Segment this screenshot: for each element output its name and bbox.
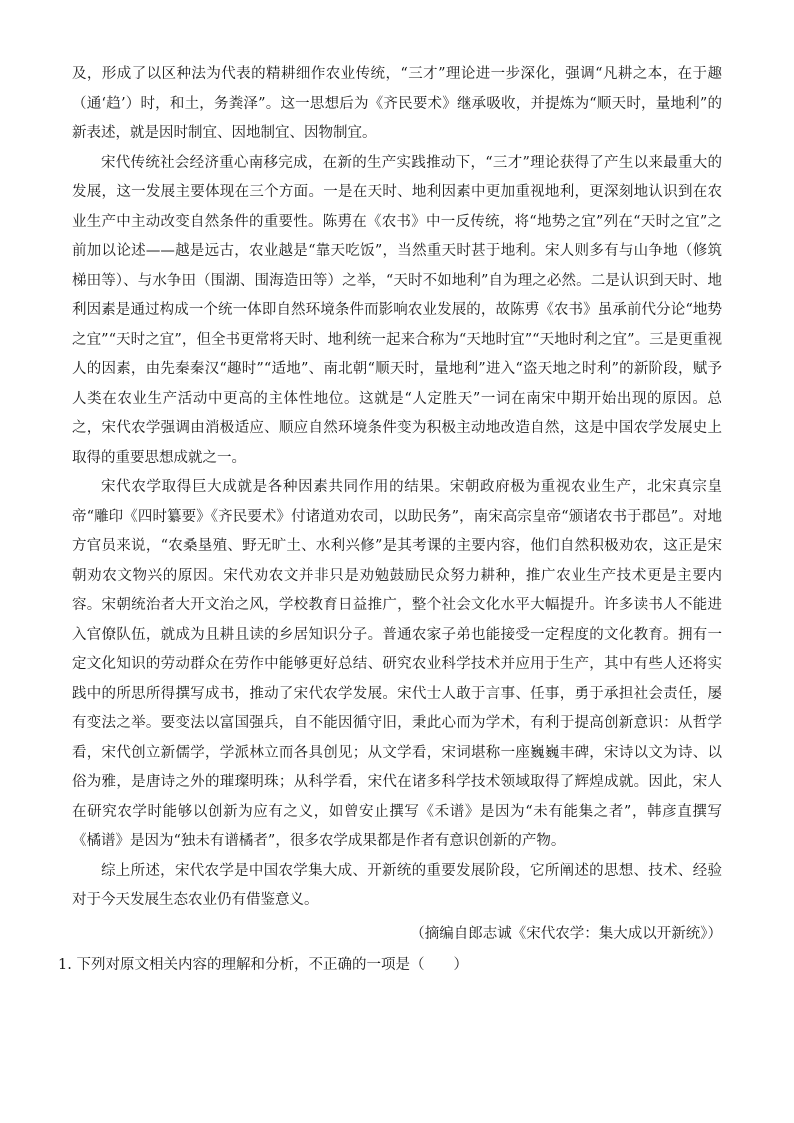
paragraph-4: 综上所述，宋代农学是中国农学集大成、开新统的重要发展阶段，它所阐述的思想、技术、经验对于今天发展生态农业仍有借鉴意义。 — [72, 862, 722, 908]
paragraph-2: 宋代传统社会经济重心南移完成，在新的生产实践推动下，“三才”理论获得了产生以来最重大的发展，这一发展主要体现在三个方面。一是在天时、地利因素中更加重视地利，更深刻地认识到在农业生产中主动改变自然条件的重要性。陈旉在《农书》中一反传统，将“地势之宜”列在“天时之宜”之前加以论述——越是远古，农业越是“靠天吃饭”，当然重天时甚于地利。宋人则多有与山争地（修筑梯田等）、与水争田（围湖、围海造田等）之举，“天时不如地利”自为理之必然。二是认识到天时、地利因素是通过构成一个统一体即自然环境条件而影响农业发展的，故陈旉《农书》虽承前代分论“地势之宜”“天时之宜”，但全书更常将天时、地利统一起来合称为“天地时宜”“天地时利之宜”。三是更重视人的因素，由先秦秦汉“趣时”“适地”、南北朝“顺天时，量地利”进入“盗天地之时利”的新阶段，赋予人类在农业生产活动中更高的主体性地位。这就是“人定胜天”一词在南宋中期开始出现的原因。总之，宋代农学强调由消极适应、顺应自然环境条件变为积极主动地改造自然，这是中国农学发展史上取得的重要思想成就之一。 — [72, 154, 722, 466]
paragraph-3: 宋代农学取得巨大成就是各种因素共同作用的结果。宋朝政府极为重视农业生产，北宋真宗皇帝“雕印《四时纂要》《齐民要术》付诸道劝农司，以助民务”，南宋高宗皇帝“颁诸农书于郡邑”。对地方官员来说，“农桑垦殖、野无旷土、水利兴修”是其考课的主要内容，他们自然积极劝农，这正是宋朝劝农文物兴的原因。宋代劝农文并非只是劝勉鼓励民众努力耕种，推广农业生产技术更是主要内容。宋朝统治者大开文治之风，学校教育日益推广，整个社会文化水平大幅提升。许多读书人不能进入官僚队伍，就成为且耕且读的乡居知识分子。普通农家子弟也能接受一定程度的文化教育。拥有一定文化知识的劳动群众在劳作中能够更好总结、研究农业科学技术并应用于生产，其中有些人还将实践中的所思所得撰写成书，推动了宋代农学发展。宋代士人敢于言事、任事，勇于承担社会责任，屡有变法之举。要变法以富国强兵，自不能因循守旧，秉此心而为学术，有利于提高创新意识：从哲学看，宋代创立新儒学，学派林立而各具创见；从文学看，宋词堪称一座巍巍丰碑，宋诗以文为诗、以俗为雅，是唐诗之外的璀璨明珠；从科学看，宋代在诸多科学技术领域取得了辉煌成就。因此，宋人在研究农学时能够以创新为应有之义，如曾安止撰写《禾谱》是因为“未有能集之者”，韩彦直撰写《橘谱》是因为“独未有谱橘者”，很多农学成果都是作者有意识创新的产物。 — [72, 479, 722, 849]
paragraph-1: 及，形成了以区种法为代表的精耕细作农业传统，“三才”理论进一步深化，强调“凡耕之本，在于趣（通‘趋’）时，和土，务粪泽”。这一思想后为《齐民要术》继承吸收，并提炼为“顺天时，量地利”的新表述，就是因时制宜、因地制宜、因物制宜。 — [72, 66, 722, 141]
document-page — [58, 60, 722, 981]
source-citation: （摘编自郎志诚《宋代农学：集大成以开新统》） — [410, 925, 722, 942]
question-1: 1. 下列对原文相关内容的理解和分析，不正确的一项是（ ） — [58, 957, 468, 973]
